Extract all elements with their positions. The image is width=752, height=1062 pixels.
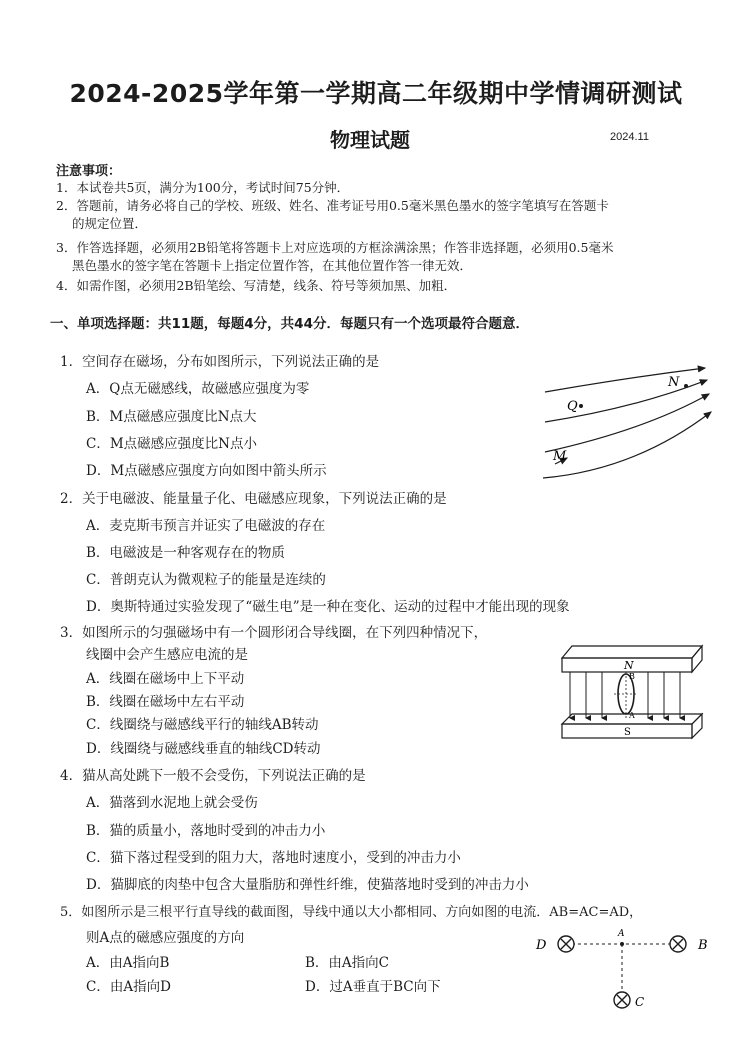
wire-c	[614, 992, 630, 1008]
field-line-4	[543, 412, 711, 478]
question-2-option-b: B．电磁波是一种客观存在的物质	[86, 545, 285, 561]
label-south: S	[624, 727, 631, 738]
question-2-option-a: A．麦克斯韦预言并证实了电磁波的存在	[86, 518, 326, 534]
wire-b	[670, 936, 686, 952]
label-q: Q	[567, 399, 578, 414]
question-2-option-c: C．普朗克认为微观粒子的能量是连续的	[86, 572, 326, 588]
notes-heading: 注意事项：	[56, 164, 122, 179]
question-3-option-c: C．线圈绕与磁感线平行的轴线AB转动	[86, 717, 319, 733]
label-north: N	[624, 659, 634, 672]
question-5-option-d: D．过A垂直于BC向下	[305, 979, 441, 995]
exam-title: 2024-2025学年第一学期高二年级期中学情调研测试	[69, 79, 683, 108]
question-3-option-d: D．线圈绕与磁感线垂直的轴线CD转动	[86, 741, 321, 757]
question-3-option-b: B．线圈在磁场中左右平动	[86, 694, 245, 710]
question-2-stem: 2．关于电磁波、能量量子化、电磁感应现象，下列说法正确的是	[60, 491, 447, 507]
question-1-option-d: D．M点磁感应强度方向如图中箭头所示	[86, 463, 327, 479]
question-5-option-c: C．由A指向D	[86, 979, 171, 995]
question-4-option-a: A．猫落到水泥地上就会受伤	[86, 795, 258, 811]
exam-date: 2024.11	[610, 131, 649, 143]
note-item-3-cont: 黑色墨水的签字笔在答题卡上指定位置作答，在其他位置作答一律无效．	[72, 258, 473, 273]
question-1-option-b: B．M点磁感应强度比N点大	[86, 409, 257, 425]
question-3-stem-cont: 线圈中会产生感应电流的是	[86, 647, 248, 663]
three-wires-figure	[528, 926, 718, 1016]
label-b: B	[629, 672, 635, 681]
question-3-stem: 3．如图所示的匀强磁场中有一个圆形闭合导线圈，在下列四种情况下，	[60, 625, 488, 641]
field-lines	[570, 672, 680, 718]
question-5-stem-cont: 则A点的磁感应强度的方向	[86, 930, 245, 946]
question-4-option-b: B．猫的质量小，落地时受到的冲击力小	[86, 823, 326, 839]
question-2-option-d: D．奥斯特通过实验发现了“磁生电”是一种在变化、运动的过程中才能出现的现象	[86, 599, 570, 615]
label-m: M	[553, 449, 567, 464]
question-5-option-b: B．由A指向C	[305, 955, 389, 971]
question-1-stem: 1．空间存在磁场，分布如图所示，下列说法正确的是	[60, 354, 380, 370]
note-item-2: 2．答题前，请务必将自己的学校、班级、姓名、准考证号用0.5毫米黑色墨水的签字笔填写在答题卡	[56, 198, 609, 213]
question-4-stem: 4．猫从高处跳下一般不会受伤，下列说法正确的是	[60, 768, 366, 784]
question-3-option-a: A．线圈在磁场中上下平动	[86, 671, 245, 687]
subject-title: 物理试题	[330, 128, 410, 152]
section-heading: 一、单项选择题：共11题，每题4分，共44分．每题只有一个选项最符合题意．	[50, 316, 529, 332]
n-point	[684, 384, 688, 388]
wire-d	[558, 936, 574, 952]
note-item-4: 4．如需作图，必须用2B铅笔绘、写清楚，线条、符号等须加黑、加粗．	[56, 278, 457, 293]
label-b5: B	[698, 938, 708, 953]
uniform-field-coil-figure	[552, 638, 712, 750]
question-4-option-d: D．猫脚底的肉垫中包含大量脂肪和弹性纤维，使猫落地时受到的冲击力小	[86, 877, 529, 893]
point-a	[620, 942, 624, 946]
label-n: N	[668, 375, 680, 390]
q-point	[579, 404, 583, 408]
question-1-option-a: A．Q点无磁感线，故磁感应强度为零	[86, 381, 310, 397]
note-item-1: 1．本试卷共5页，满分为100分，考试时间75分钟．	[56, 180, 350, 195]
label-c5: C	[635, 995, 645, 1009]
question-4-option-c: C．猫下落过程受到的阻力大，落地时速度小，受到的冲击力小	[86, 850, 461, 866]
question-1-option-c: C．M点磁感应强度比N点小	[86, 436, 257, 452]
note-item-2-cont: 的规定位置．	[72, 216, 148, 231]
note-item-3: 3．作答选择题，必须用2B铅笔将答题卡上对应选项的方框涂满涂黑；作答非选择题，必须用0.5毫米	[56, 240, 614, 255]
question-5-option-a: A．由A指向B	[86, 955, 170, 971]
magnetic-field-figure	[535, 360, 715, 490]
label-a: A	[629, 711, 635, 720]
question-5-stem: 5．如图所示是三根平行直导线的截面图，导线中通以大小都相同、方向如图的电流．AB=AC=AD，	[60, 905, 643, 920]
label-d: D	[536, 938, 547, 953]
label-a5: A	[618, 929, 625, 939]
field-line-1	[545, 368, 705, 392]
